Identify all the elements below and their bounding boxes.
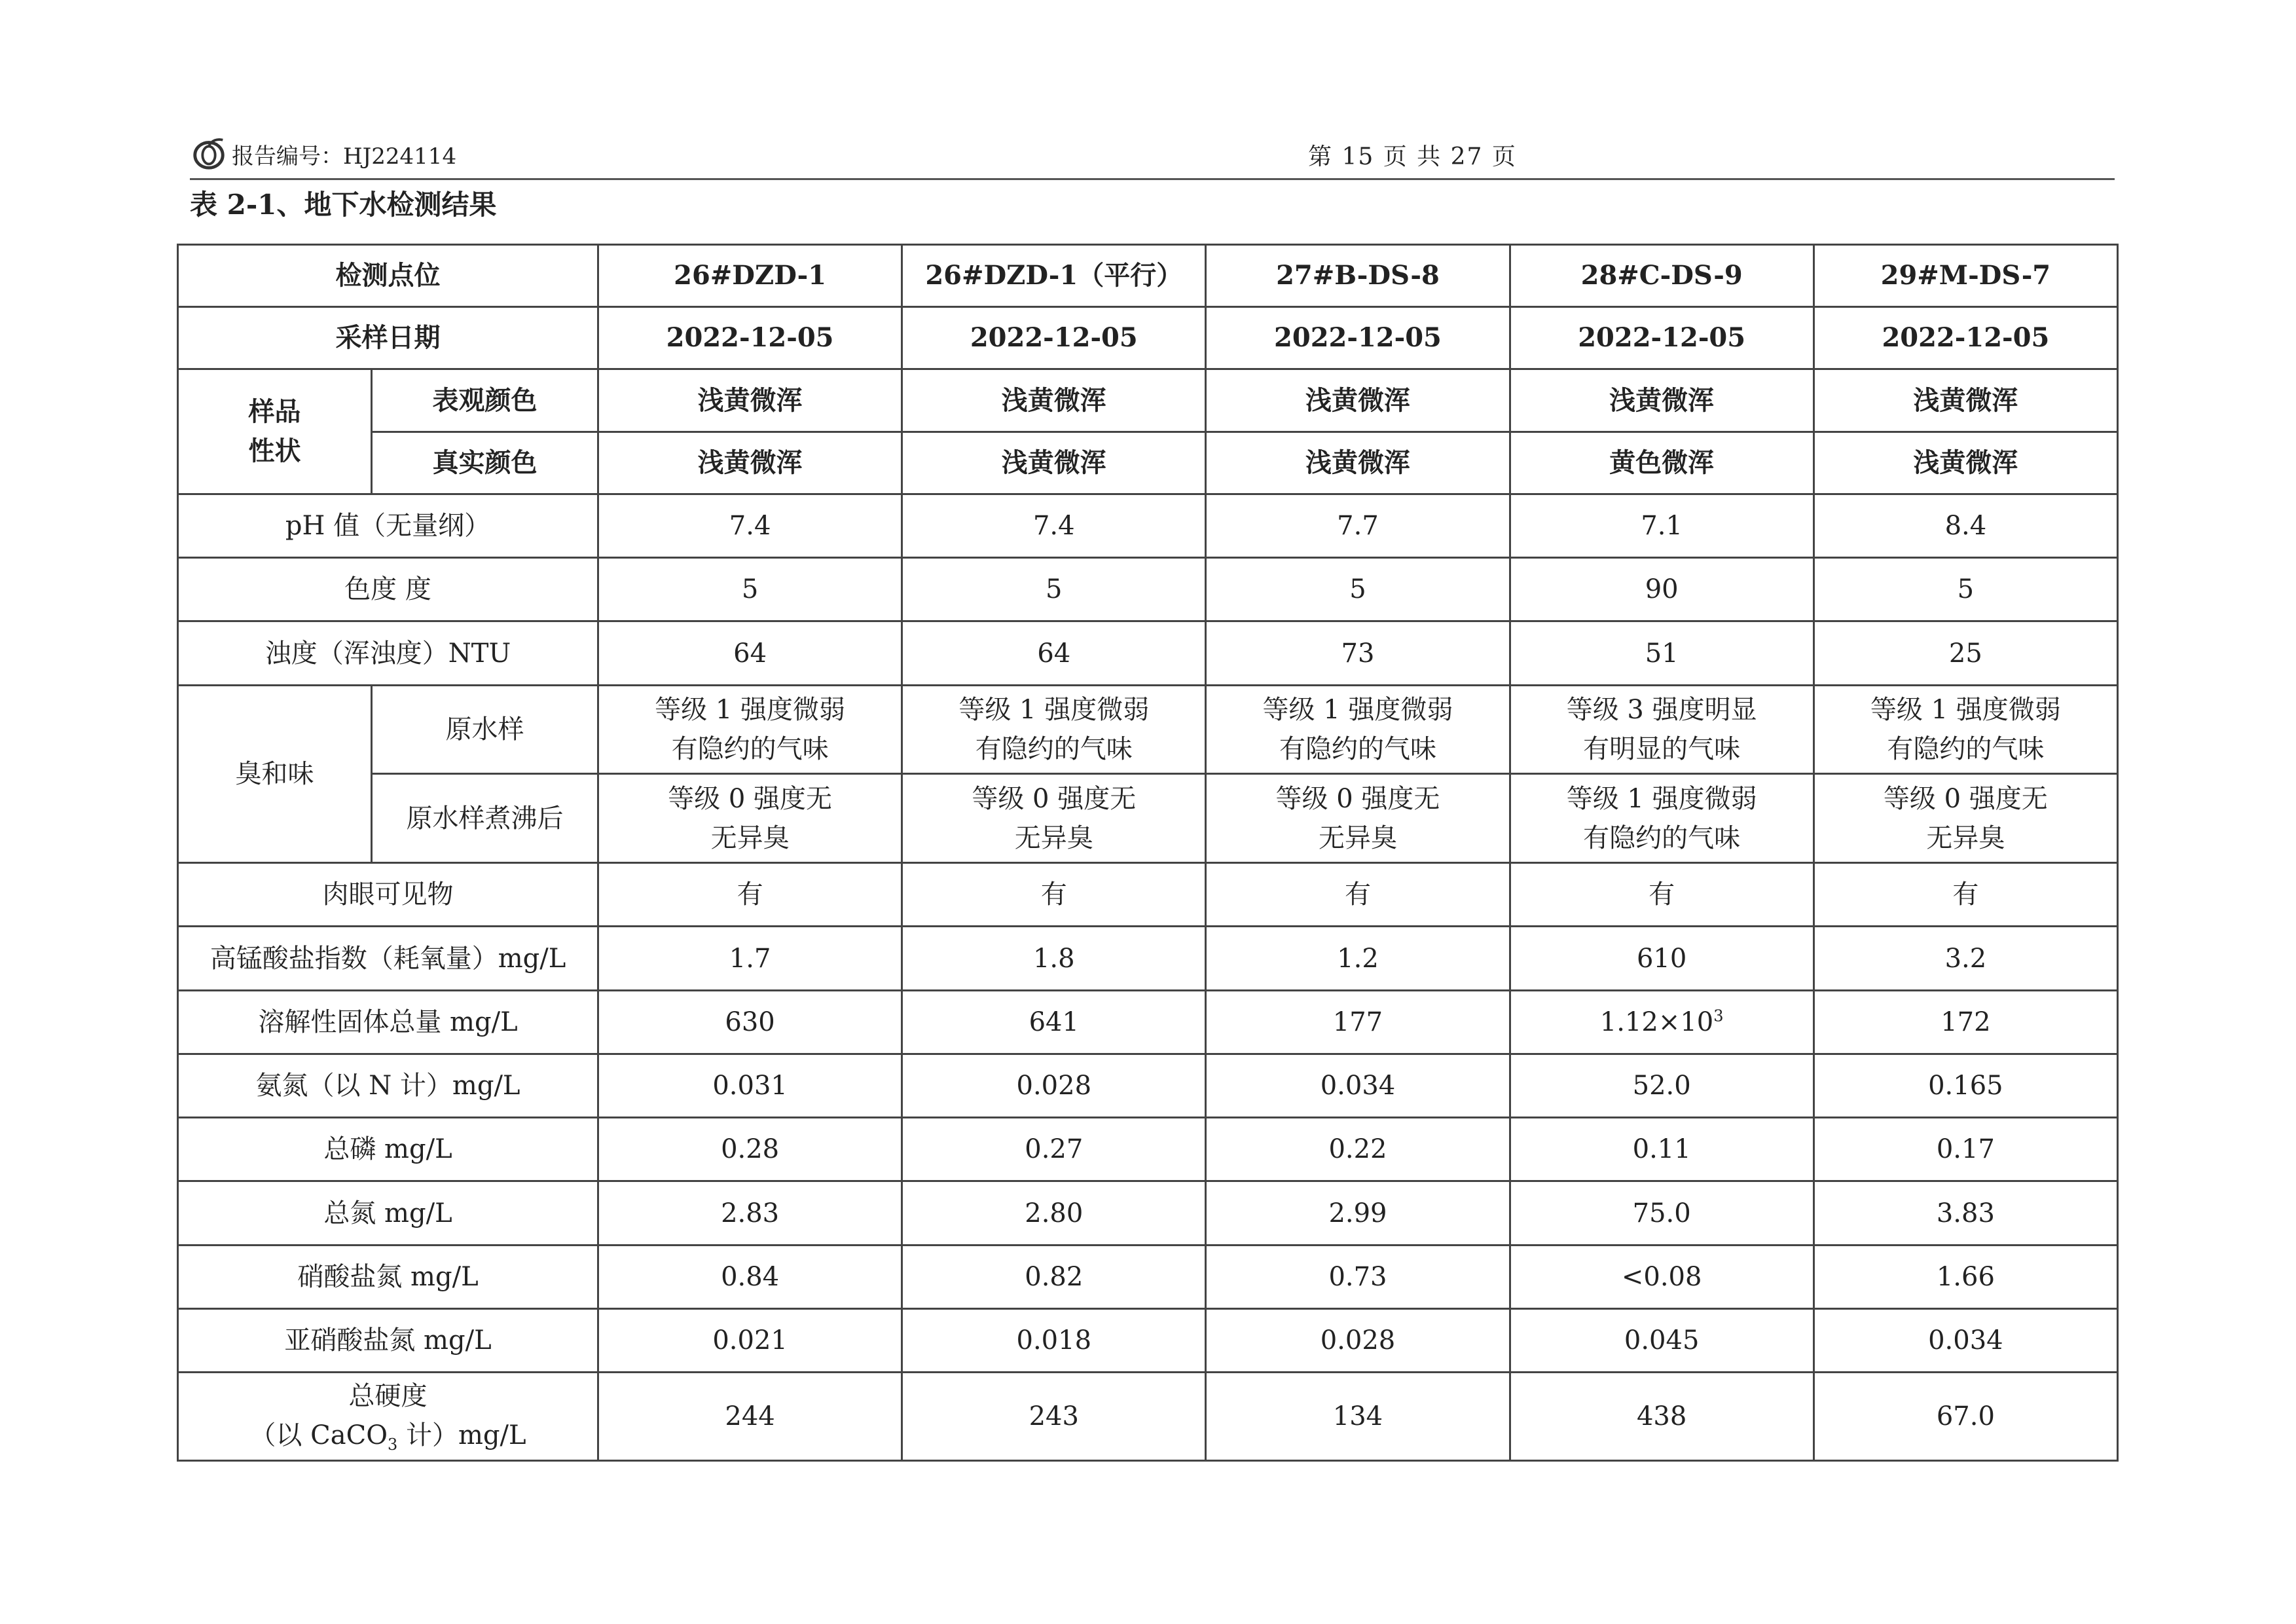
- odor-boiled-value: [1206, 774, 1510, 863]
- hardness-unit-b: 计）mg/L: [397, 1420, 526, 1451]
- value-text: 177: [1332, 1006, 1383, 1037]
- report-number: 报告编号：HJ224114: [232, 143, 457, 170]
- parameter-label: 色度 度: [178, 558, 598, 621]
- sampling-date-row: [178, 307, 2118, 369]
- value-text: 0.17: [1936, 1134, 1995, 1165]
- parameter-value: [1510, 1245, 1813, 1308]
- parameter-label: 总磷 mg/L: [178, 1118, 598, 1181]
- hardness-value: 244: [598, 1373, 902, 1461]
- apparent-color-value: 浅黄微浑: [598, 369, 902, 432]
- odor-line: 等级 0 强度无: [1275, 783, 1440, 814]
- parameter-label: 硝酸盐氮 mg/L: [178, 1245, 598, 1308]
- parameter-value: [1510, 990, 1813, 1054]
- parameter-value: [902, 1118, 1206, 1181]
- value-text: 172: [1941, 1006, 1991, 1037]
- odor-line: 有隐约的气味: [975, 734, 1133, 764]
- site-name: 26#DZD-1: [598, 245, 902, 307]
- true-color-value: 浅黄微浑: [1813, 432, 2117, 494]
- value-text: 0.045: [1624, 1325, 1700, 1356]
- value-text: 有: [737, 879, 763, 910]
- parameter-value: [902, 990, 1206, 1054]
- page-indicator: 第 15 页 共 27 页: [1308, 143, 1517, 170]
- value-text: 有: [1344, 879, 1371, 910]
- data-row: [178, 1308, 2118, 1372]
- value-text: 1.2: [1337, 943, 1379, 974]
- data-row: [178, 494, 2118, 557]
- parameter-value: [902, 1054, 1206, 1117]
- parameter-label: 肉眼可见物: [178, 863, 598, 927]
- value-text: 0.028: [1016, 1071, 1092, 1101]
- sampling-date: 2022-12-05: [1813, 307, 2117, 369]
- hardness-label-line1: 总硬度: [348, 1381, 428, 1412]
- apparent-color-value: 浅黄微浑: [902, 369, 1206, 432]
- report-header: [190, 118, 2115, 180]
- parameter-value: [598, 990, 902, 1054]
- parameter-value: [1206, 1118, 1510, 1181]
- value-text: 2.99: [1328, 1198, 1387, 1228]
- sampling-date: 2022-12-05: [1206, 307, 1510, 369]
- odor-boiled-value: [1510, 774, 1813, 863]
- table-title: 表 2-1、地下水检测结果: [190, 189, 497, 221]
- value-text: 0.11: [1632, 1134, 1691, 1165]
- odor-line: 等级 1 强度微弱: [1870, 695, 2061, 725]
- value-text: 610: [1636, 943, 1687, 974]
- site-name: 26#DZD-1（平行）: [902, 245, 1206, 307]
- value-text: 0.031: [712, 1071, 788, 1101]
- hardness-value: 438: [1510, 1373, 1813, 1461]
- company-logo-icon: [190, 135, 228, 173]
- parameter-label: 溶解性固体总量 mg/L: [178, 990, 598, 1054]
- odor-line: 等级 0 强度无: [668, 783, 833, 814]
- parameter-value: [1813, 1054, 2117, 1117]
- parameter-value: [1510, 1054, 1813, 1117]
- odor-line: 等级 0 强度无: [1883, 783, 2048, 814]
- hardness-label-line2: [183, 1416, 593, 1456]
- parameter-value: [1510, 863, 1813, 927]
- odor-raw-row: [178, 685, 2118, 774]
- sample-label-line2: 性状: [248, 435, 301, 467]
- parameter-value: 64: [598, 621, 902, 685]
- value-text: 1.66: [1936, 1261, 1995, 1292]
- odor-line: 等级 1 强度微弱: [958, 695, 1150, 725]
- parameter-value: 73: [1206, 621, 1510, 685]
- odor-line: 无异臭: [710, 822, 790, 853]
- parameter-value: 90: [1510, 558, 1813, 621]
- odor-line: 等级 1 强度微弱: [1262, 695, 1453, 725]
- value-text: 2.80: [1025, 1198, 1084, 1228]
- parameter-value: [902, 863, 1206, 927]
- value-text: 有: [1649, 879, 1675, 910]
- parameter-value: [902, 1181, 1206, 1245]
- site-name: 29#M-DS-7: [1813, 245, 2117, 307]
- parameter-value: 7.7: [1206, 494, 1510, 557]
- sample-properties-label: [178, 369, 372, 494]
- hardness-row: [178, 1373, 2118, 1461]
- parameter-value: 5: [598, 558, 902, 621]
- odor-line: 无异臭: [1926, 822, 2005, 853]
- data-row: [178, 1054, 2118, 1117]
- parameter-value: [1206, 1054, 1510, 1117]
- odor-line: 有隐约的气味: [1583, 822, 1741, 853]
- value-text: 0.018: [1016, 1325, 1092, 1356]
- parameter-value: [1206, 927, 1510, 990]
- hardness-unit-sub: 3: [388, 1435, 398, 1454]
- parameter-label: 亚硝酸盐氮 mg/L: [178, 1308, 598, 1372]
- value-text: 0.28: [721, 1134, 780, 1165]
- value-text: 有: [1952, 879, 1979, 910]
- value-text: 0.73: [1328, 1261, 1387, 1292]
- site-name: 28#C-DS-9: [1510, 245, 1813, 307]
- parameter-value: [1813, 990, 2117, 1054]
- data-row: [178, 927, 2118, 990]
- data-row: [178, 1181, 2118, 1245]
- odor-raw-value: [902, 685, 1206, 774]
- value-text: 1.7: [729, 943, 771, 974]
- odor-raw-value: [1510, 685, 1813, 774]
- parameter-label: 总氮 mg/L: [178, 1181, 598, 1245]
- data-row: [178, 621, 2118, 685]
- parameter-value: 5: [902, 558, 1206, 621]
- sampling-date: 2022-12-05: [902, 307, 1206, 369]
- odor-boiled-value: [598, 774, 902, 863]
- odor-line: 等级 0 强度无: [972, 783, 1137, 814]
- odor-raw-value: [598, 685, 902, 774]
- apparent-color-row: [178, 369, 2118, 432]
- hardness-label: [178, 1373, 598, 1461]
- hardness-value: 67.0: [1813, 1373, 2117, 1461]
- odor-line: 等级 3 强度明显: [1566, 695, 1757, 725]
- parameter-value: [1206, 990, 1510, 1054]
- apparent-color-value: 浅黄微浑: [1813, 369, 2117, 432]
- parameter-value: 51: [1510, 621, 1813, 685]
- value-text: 0.27: [1025, 1134, 1084, 1165]
- value-text: 0.165: [1928, 1071, 2003, 1101]
- value-text: 0.034: [1928, 1325, 2003, 1356]
- parameter-value: [598, 1245, 902, 1308]
- groundwater-results-table: [177, 244, 2119, 1462]
- odor-raw-label: 原水样: [372, 685, 598, 774]
- true-color-value: 浅黄微浑: [1206, 432, 1510, 494]
- value-text: 有: [1040, 879, 1067, 910]
- parameter-value: [902, 1245, 1206, 1308]
- parameter-value: [1813, 863, 2117, 927]
- parameter-value: [902, 1308, 1206, 1372]
- parameter-value: [1510, 1118, 1813, 1181]
- odor-line: 有明显的气味: [1583, 734, 1741, 764]
- parameter-label: 高锰酸盐指数（耗氧量）mg/L: [178, 927, 598, 990]
- odor-raw-value: [1206, 685, 1510, 774]
- odor-line: 有隐约的气味: [671, 734, 829, 764]
- data-row: [178, 558, 2118, 621]
- parameter-value: 7.4: [902, 494, 1206, 557]
- true-color-value: 浅黄微浑: [598, 432, 902, 494]
- value-text: 3.83: [1936, 1198, 1995, 1228]
- parameter-value: [1206, 863, 1510, 927]
- odor-boiled-row: [178, 774, 2118, 863]
- sampling-date: 2022-12-05: [1510, 307, 1813, 369]
- true-color-value: 黄色微浑: [1510, 432, 1813, 494]
- parameter-value: [598, 1181, 902, 1245]
- data-row: [178, 863, 2118, 927]
- parameter-value: [1206, 1308, 1510, 1372]
- value-text: 0.22: [1328, 1134, 1387, 1165]
- value-text: 0.034: [1320, 1071, 1396, 1101]
- parameter-value: [1813, 1181, 2117, 1245]
- data-row: [178, 990, 2118, 1054]
- value-text: 75.0: [1632, 1198, 1691, 1228]
- apparent-color-value: 浅黄微浑: [1510, 369, 1813, 432]
- parameter-value: [1813, 1245, 2117, 1308]
- hardness-unit-a: （以 CaCO: [249, 1420, 388, 1451]
- parameter-value: [1206, 1181, 1510, 1245]
- parameter-label: pH 值（无量纲）: [178, 494, 598, 557]
- true-color-row: [178, 432, 2118, 494]
- parameter-value: [598, 1054, 902, 1117]
- odor-line: 等级 1 强度微弱: [1566, 783, 1757, 814]
- date-label: 采样日期: [178, 307, 598, 369]
- true-color-value: 浅黄微浑: [902, 432, 1206, 494]
- value-text: 630: [725, 1006, 775, 1037]
- odor-label: 臭和味: [178, 685, 372, 863]
- site-header-label: 检测点位: [178, 245, 598, 307]
- value-text: 1.8: [1032, 943, 1075, 974]
- value-text: 0.021: [712, 1325, 788, 1356]
- hardness-value: 134: [1206, 1373, 1510, 1461]
- parameter-value: [1510, 1308, 1813, 1372]
- parameter-value: [1206, 1245, 1510, 1308]
- table-header-row: [178, 245, 2118, 307]
- hardness-value: 243: [902, 1373, 1206, 1461]
- odor-line: 等级 1 强度微弱: [655, 695, 846, 725]
- value-text: 641: [1029, 1006, 1079, 1037]
- value-text: 0.028: [1320, 1325, 1396, 1356]
- parameter-value: 8.4: [1813, 494, 2117, 557]
- odor-line: 无异臭: [1318, 822, 1397, 853]
- apparent-color-label: 表观颜色: [372, 369, 598, 432]
- odor-boiled-value: [1813, 774, 2117, 863]
- odor-boiled-label: 原水样煮沸后: [372, 774, 598, 863]
- parameter-value: 25: [1813, 621, 2117, 685]
- parameter-value: [1813, 927, 2117, 990]
- parameter-value: [902, 927, 1206, 990]
- odor-boiled-value: [902, 774, 1206, 863]
- odor-raw-value: [1813, 685, 2117, 774]
- odor-line: 有隐约的气味: [1887, 734, 2045, 764]
- apparent-color-value: 浅黄微浑: [1206, 369, 1510, 432]
- data-row: [178, 1118, 2118, 1181]
- parameter-value: 7.4: [598, 494, 902, 557]
- odor-line: 无异臭: [1014, 822, 1093, 853]
- parameter-value: [598, 1118, 902, 1181]
- parameter-label: 氨氮（以 N 计）mg/L: [178, 1054, 598, 1117]
- value-text: 52.0: [1632, 1071, 1691, 1101]
- true-color-label: 真实颜色: [372, 432, 598, 494]
- value-text: 3.2: [1944, 943, 1987, 974]
- value-text: 1.12×10: [1599, 1006, 1714, 1037]
- site-name: 27#B-DS-8: [1206, 245, 1510, 307]
- parameter-label: 浊度（浑浊度）NTU: [178, 621, 598, 685]
- value-text: 2.83: [721, 1198, 780, 1228]
- parameter-value: 5: [1206, 558, 1510, 621]
- parameter-value: [1813, 1118, 2117, 1181]
- odor-line: 有隐约的气味: [1279, 734, 1436, 764]
- sample-label-line1: 样品: [248, 396, 301, 428]
- parameter-value: [1510, 927, 1813, 990]
- parameter-value: [1510, 1181, 1813, 1245]
- data-row: [178, 1245, 2118, 1308]
- parameter-value: 64: [902, 621, 1206, 685]
- parameter-value: 5: [1813, 558, 2117, 621]
- sampling-date: 2022-12-05: [598, 307, 902, 369]
- parameter-value: [598, 1308, 902, 1372]
- value-text: 0.82: [1025, 1261, 1084, 1292]
- value-text: 0.84: [721, 1261, 780, 1292]
- value-text: <0.08: [1621, 1261, 1702, 1292]
- parameter-value: [1813, 1308, 2117, 1372]
- parameter-value: 7.1: [1510, 494, 1813, 557]
- parameter-value: [598, 927, 902, 990]
- exponent: 3: [1713, 1006, 1724, 1025]
- parameter-value: [598, 863, 902, 927]
